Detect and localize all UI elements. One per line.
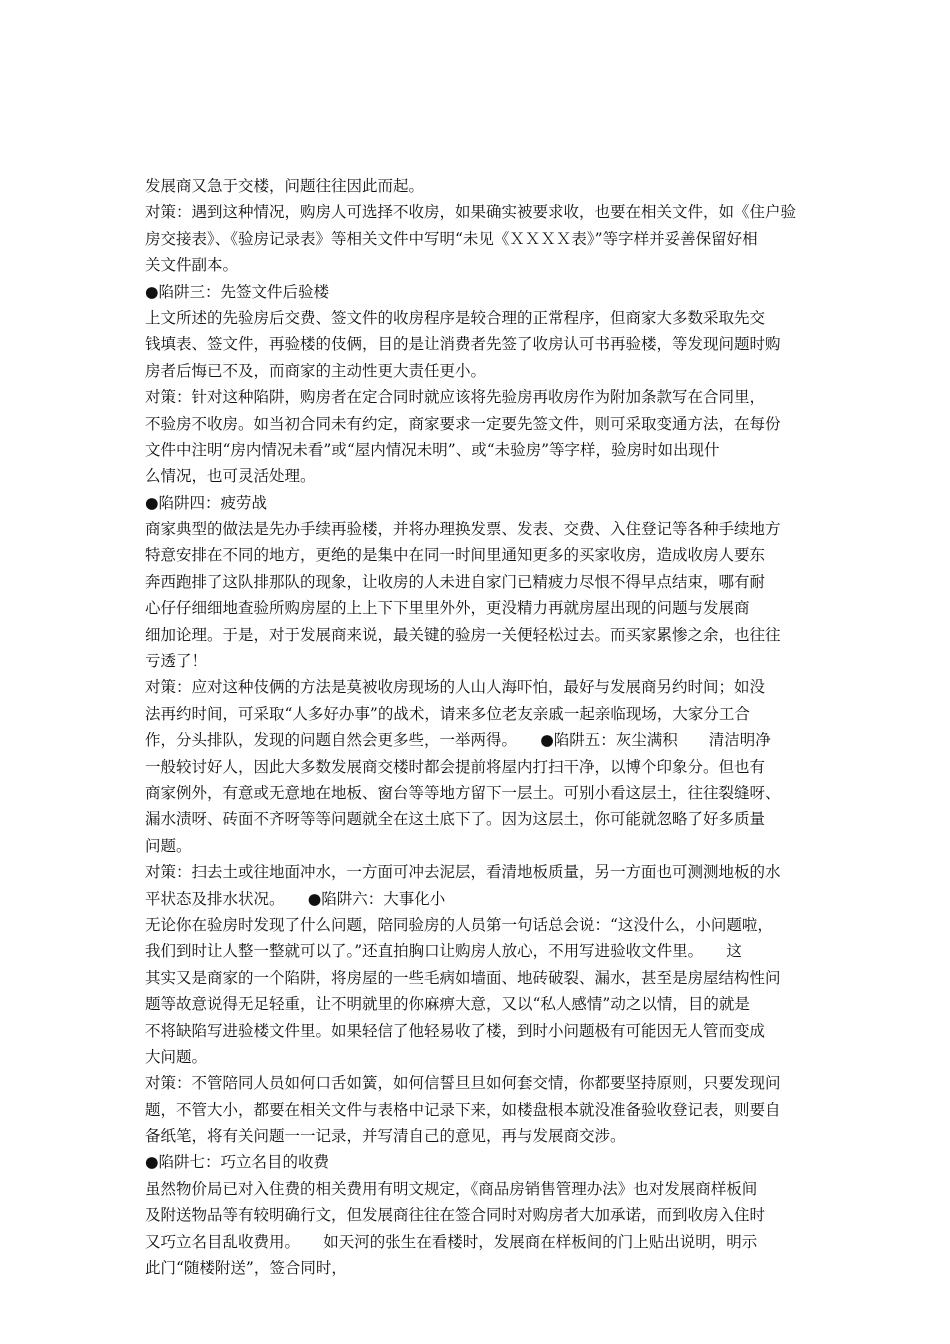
text-line: 对策：扫去土或往地面冲水，一方面可冲去泥层，看清地板质量，另一方面也可测测地板的水 xyxy=(145,863,781,882)
text-line: 商家典型的做法是先办手续再验楼，并将办理换发票、发表、交费、入住登记等各种手续地方 xyxy=(145,520,781,539)
text-line: 及附送物品等有较明确行文，但发展商往往在签合同时对购房者大加承诺，而到收房入住时 xyxy=(145,1206,766,1225)
text-line: 对策：应对这种伎俩的方法是莫被收房现场的人山人海吓怕，最好与发展商另约时间；如没 xyxy=(145,678,766,697)
text-line: 大问题。 xyxy=(145,1047,208,1066)
text-line: ●陷阱四：疲劳战 xyxy=(145,493,268,512)
text-line: ●陷阱三：先签文件后验楼 xyxy=(145,282,330,301)
text-line: 平状态及排水状况。 ●陷阱六：大事化小 xyxy=(145,889,446,908)
text-line: 无论你在验房时发现了什么问题，陪同验房的人员第一句话总会说：“这没什么，小问题啦， xyxy=(145,915,773,934)
text-line: 不验房不收房。如当初合同未有约定，商家要求一定要先签文件，则可采取变通方法，在每份 xyxy=(145,414,781,433)
text-line: 题等故意说得无足轻重，让不明就里的你麻痹大意，又以“私人感情”动之以情，目的就是 xyxy=(145,995,750,1014)
text-line: 题，不管大小，都要在相关文件与表格中记录下来，如楼盘根本就没准备验收登记表，则要自 xyxy=(145,1100,781,1119)
text-line: 特意安排在不同的地方，更绝的是集中在同一时间里通知更多的买家收房，造成收房人要东 xyxy=(145,546,766,565)
text-line: 心仔仔细细地查验所购房屋的上上下下里里外外，更没精力再就房屋出现的问题与发展商 xyxy=(145,599,750,618)
text-line: 房交接表》、《验房记录表》等相关文件中写明“未见《ＸＸＸＸ表》”等字样并妥善保留好相 xyxy=(145,229,758,248)
text-line: 此门“随楼附送”，签合同时， xyxy=(145,1259,347,1278)
text-line: 细加论理。于是，对于发展商来说，最关键的验房一关便轻松过去。而买家累惨之余，也往往 xyxy=(145,625,781,644)
text-line: 法再约时间，可采取“人多好办事”的战术，请来多位老友亲戚一起亲临现场，大家分工合 xyxy=(145,704,750,723)
text-line: ●陷阱七：巧立名目的收费 xyxy=(145,1153,330,1172)
text-line: 漏水渍呀、砖面不齐呀等等问题就全在这土底下了。因为这层土，你可能就忽略了好多质量 xyxy=(145,810,766,829)
text-line: 亏透了！ xyxy=(145,652,208,671)
text-line: 其实又是商家的一个陷阱，将房屋的一些毛病如墙面、地砖破裂、漏水，甚至是房屋结构性问 xyxy=(145,968,781,987)
text-line: 商家例外，有意或无意地在地板、窗台等等地方留下一层土。可别小看这层土，往往裂缝呀、 xyxy=(145,783,781,802)
text-line: 上文所述的先验房后交费、签文件的收房程序是较合理的正常程序，但商家大多数采取先交 xyxy=(145,308,766,327)
text-line: 一般较讨好人，因此大多数发展商交楼时都会提前将屋内打扫干净，以博个印象分。但也有 xyxy=(145,757,766,776)
text-line: 关文件副本。 xyxy=(145,256,239,275)
text-line: 对策：针对这种陷阱，购房者在定合同时就应该将先验房再收房作为附加条款写在合同里， xyxy=(145,388,766,407)
text-line: 奔西跑排了这队排那队的现象，让收房的人未进自家门已精疲力尽恨不得早点结束，哪有耐 xyxy=(145,572,766,591)
text-line: 不将缺陷写进验楼文件里。如果轻信了他轻易收了楼，到时小问题极有可能因无人管而变成 xyxy=(145,1021,766,1040)
text-line: 虽然物价局已对入住费的相关费用有明文规定，《商品房销售管理办法》也对发展商样板间 xyxy=(145,1179,758,1198)
text-line: 又巧立名目乱收费用。 如天河的张生在看楼时，发展商在样板间的门上贴出说明，明示 xyxy=(145,1232,758,1251)
document-body xyxy=(145,173,810,1281)
text-line: 问题。 xyxy=(145,836,192,855)
text-line: 备纸笔，将有关问题一一记录，并写清自己的意见，再与发展商交涉。 xyxy=(145,1127,626,1146)
text-line: 钱填表、签文件，再验楼的伎俩，目的是让消费者先签了收房认可书再验楼，等发现问题时购 xyxy=(145,335,781,354)
text-line: 发展商又急于交楼，问题往往因此而起。 xyxy=(145,177,425,195)
text-line: 么情况，也可灵活处理。 xyxy=(145,467,316,486)
text-line: 文件中注明“房内情况未看”或“屋内情况未明”、或“未验房”等字样，验房时如出现什 xyxy=(145,440,720,459)
text-line: 对策：遇到这种情况，购房人可选择不收房，如果确实被要求收，也要在相关文件，如《住户验 xyxy=(145,203,797,222)
text-line: 对策：不管陪同人员如何口舌如簧，如何信誓旦旦如何套交情，你都要坚持原则，只要发现问 xyxy=(145,1074,781,1093)
text-line: 我们到时让人整一整就可以了。”还直拍胸口让购房人放心，不用写进验收文件里。 这 xyxy=(145,942,742,961)
text-line: 作，分头排队，发现的问题自然会更多些，一举两得。 ●陷阱五：灰尘满积 清洁明净 xyxy=(145,731,771,750)
text-line: 房者后悔已不及，而商家的主动性更大责任更小。 xyxy=(145,361,487,380)
